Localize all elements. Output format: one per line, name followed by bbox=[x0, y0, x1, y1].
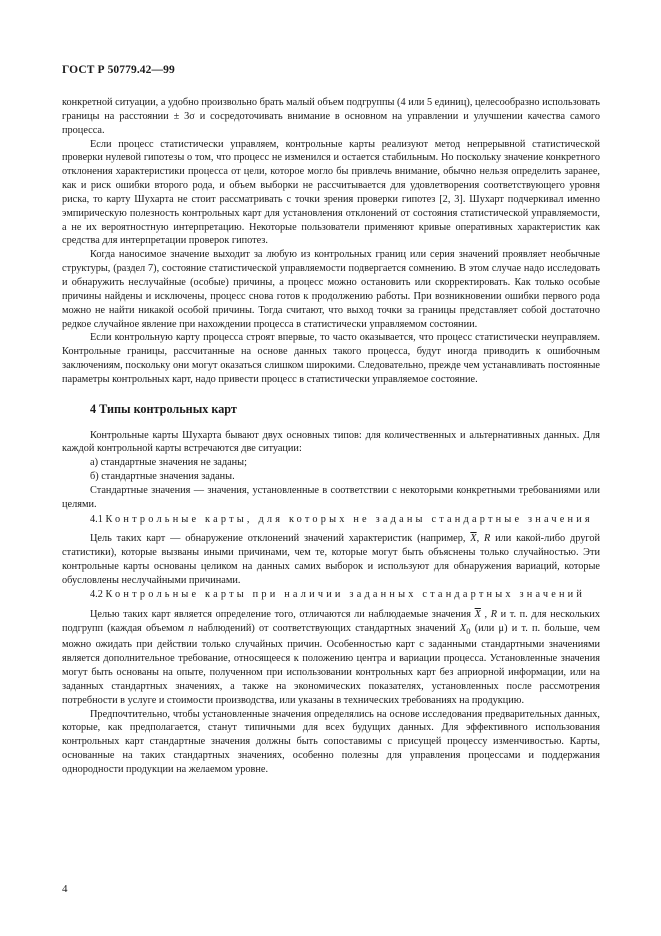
x0-subscript: 0 bbox=[466, 625, 471, 636]
list-item: б) стандартные значения заданы. bbox=[90, 471, 235, 483]
paragraph: Когда наносимое значение выходит за любую из контрольных границ или серия значений проявляет необычные структуры, (раздел 7), состояние статистической управляемости подвергается сомнению. В этом случае надо исследовать и обнаружить неслучайные (особые) причины, а процесс можно остановить или скорректировать. Как только особые причины найдены и исключены, процесс снова готов к продолжению работы. При возникновении ошибки первого рода можно не найти никакой особой причины. Тогда считают, что выход точки за границы представляет собой достаточно редкое случайное явление при нахождении процесса в статистически управляемом состоянии. bbox=[62, 249, 600, 330]
standard-header: ГОСТ Р 50779.42—99 bbox=[62, 64, 175, 76]
paragraph: Цель таких карт — обнаружение отклонений значений характеристик (например, $\overline{X}$, R или какой-либо другой статистики), которые вызваны иными причинами, чем те, которые могут быть объяснены только случайностью. Эти контрольные карты основаны целиком на данных самих выборок и используют для обнаружения вариаций, которые обусловлены неслучайными причинами. bbox=[62, 533, 600, 586]
paragraph: Если процесс статистически управляем, контрольные карты реализуют метод непрерывной статистической проверки нулевой гипотезы о том, что процесс не изменился и остается стабильным. Но поскольку значение конкретного отклонения характеристики процесса от цели, которое могло бы привлечь внимание, обычно нельзя определить заранее, как и риск ошибки второго рода, и объем выборки не рассчитывается для удовлетворения соответствующего уровня риска, то карту Шухарта не стоит рассматривать с точки зрения проверки гипотез [2, 3]. Шухарт подчеркивал именно эмпирическую полезность контрольных карт для установления отклонений от состояния статистической управляемости, а не их вероятностную интерпретацию. Некоторые пользователи применяют кривые оперативных характеристик как средства для интерпретации проверок гипотез. bbox=[62, 138, 600, 247]
section-heading: 4 Типы контрольных карт bbox=[90, 401, 237, 416]
n-symbol: n bbox=[188, 622, 194, 634]
paragraph: Стандартные значения — значения, установленные в соответствии с некоторыми конкретными требованиями или целями. bbox=[62, 484, 600, 510]
r-symbol: R bbox=[484, 533, 491, 545]
subsection-title: Контрольные карты, для которых не заданы стандартные значения bbox=[105, 513, 593, 525]
subsection-heading bbox=[62, 588, 600, 602]
x-bar-symbol: $\overline{X}$ bbox=[474, 608, 481, 620]
subsection-number: 4.1 bbox=[90, 513, 103, 525]
subsection-title: Контрольные карты при наличии заданных стандартных значений bbox=[105, 588, 586, 600]
list-item: а) стандартные значения не заданы; bbox=[90, 457, 247, 469]
paragraph: Если контрольную карту процесса строят впервые, то часто оказывается, что процесс статистически неуправляем. Контрольные границы, рассчитанные на основе данных такого процесса, будут иногда приводить к ошибочным заключениям, поскольку они могут оказаться слишком широкими. Следовательно, прежде чем устанавливать постоянные параметры контрольных карт, надо привести процесс в статистически управляемое состояние. bbox=[62, 332, 600, 385]
x-bar-symbol: $\overline{X}$ bbox=[470, 533, 477, 545]
x0-symbol: X bbox=[459, 622, 467, 634]
r-symbol: R bbox=[490, 608, 498, 620]
paragraph: Контрольные карты Шухарта бывают двух основных типов: для количественных и альтернативных данных. Для каждой контрольной карты встречаются две ситуации: bbox=[62, 429, 600, 455]
subsection-heading bbox=[62, 513, 600, 527]
body-text bbox=[62, 96, 600, 777]
subsection-number: 4.2 bbox=[90, 588, 103, 600]
paragraph: конкретной ситуации, а удобно произвольно брать малый объем подгруппы (4 или 5 единиц), целесообразно использовать границы на расстоянии ± 3σ и сосредоточивать внимание в основном на управлении и улучшении качества самого процесса. bbox=[62, 97, 600, 136]
paragraph: Предпочтительно, чтобы установленные значения определялись на основе исследования предварительных данных, которые, как предполагается, станут типичными для всех будущих данных. Для эффективного использования контрольных карт стандартные значения должны быть сопоставимы с присущей процессу изменчивостью. Карты, основанные на таких стандартных значениях, особенно полезны для управления процессами и поддержания однородности продукции на желаемом уровне. bbox=[62, 708, 600, 776]
page-number: 4 bbox=[62, 883, 68, 895]
paragraph: Целью таких карт является определение того, отличаются ли наблюдаемые значения $\overline{X}$ , R и т. п. для нескольких подгрупп (каждая объемом n наблюдений) от соответствующих стандартных значений $X_0$ (или μ) и т. п. больше, чем можно ожидать при действии только случайных причин. Особенностью карт с заданными стандартными значениями является дополнительное требование, относящееся к положению центра и вариации процесса. Установленные значения могут быть основаны на опыте, полученном при использовании контрольных карт без априорной информации, или на заданных стандартных значениях, а также на экономических показателях, установленных после рассмотрения потребности в услуге и стоимости производства, или указаны в технических требованиях на продукцию. bbox=[62, 608, 600, 706]
